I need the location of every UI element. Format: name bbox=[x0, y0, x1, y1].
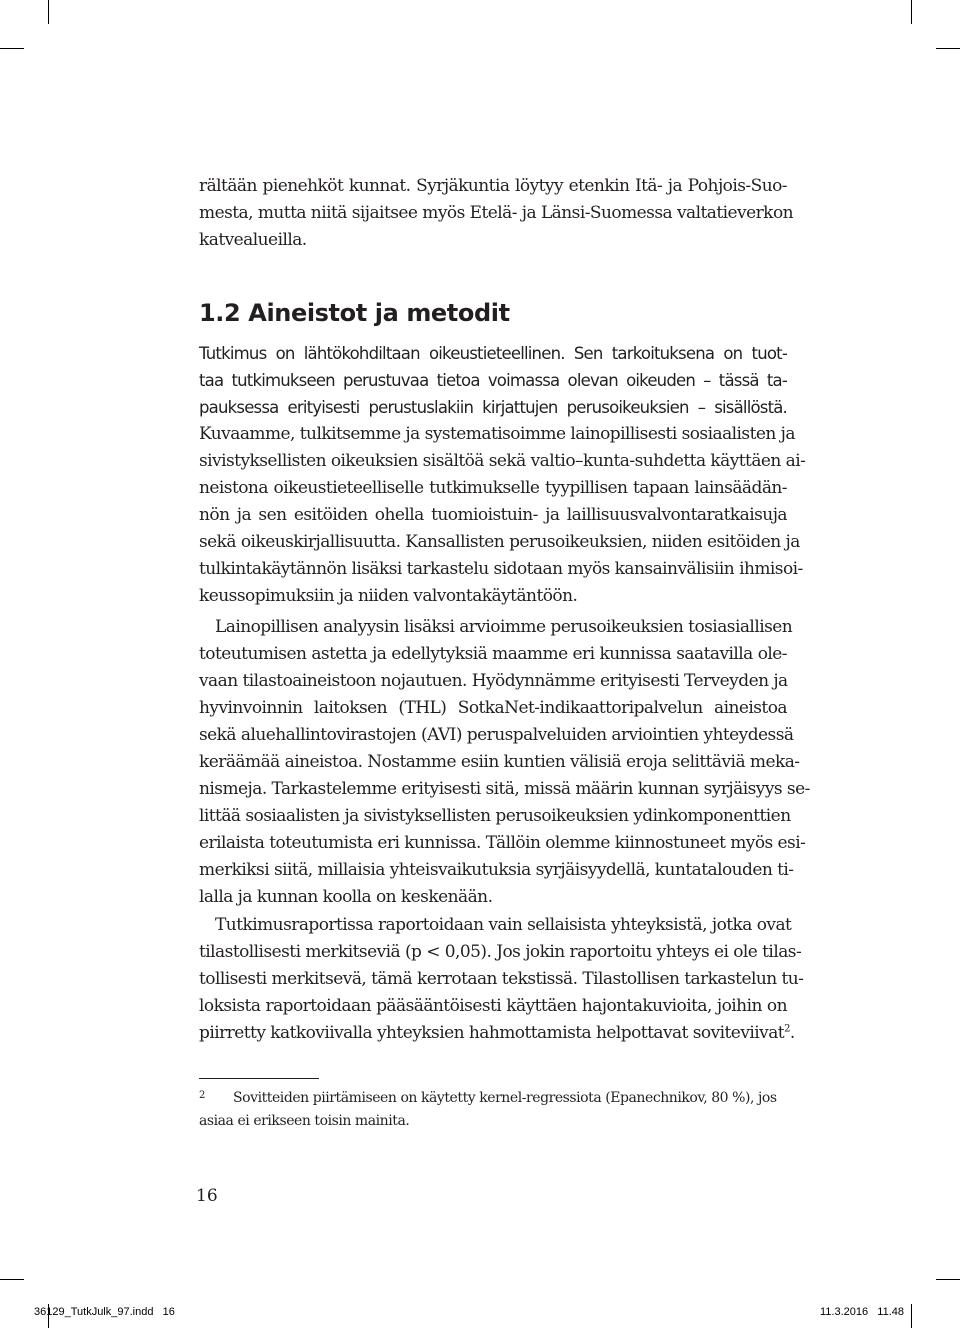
crop-mark-bottom-right bbox=[911, 1304, 912, 1328]
text-line: tulkintakäytännön lisäksi tarkastelu sidotaan myös kansainvälisiin ihmisoi- bbox=[199, 559, 803, 579]
text-line: keräämää aineistoa. Nostamme esiin kuntien välisiä eroja selittäviä meka- bbox=[199, 752, 800, 772]
text-line: pauksessa erityisesti perustuslakiin kirjattujen perusoikeuksien – sisällöstä. bbox=[199, 398, 787, 417]
text-line: tollisesti merkitsevä, tämä kerrotaan tekstissä. Tilastollisen tarkastelun tu- bbox=[199, 969, 804, 989]
footnote-line: Sovitteiden piirtämiseen on käytetty kernel-regressiota (Epanechnikov, 80 %), jos bbox=[233, 1090, 777, 1106]
crop-mark-top-right-h bbox=[936, 48, 960, 49]
text-line: rältään pienehköt kunnat. Syrjäkuntia löytyy etenkin Itä- ja Pohjois-Suo- bbox=[199, 176, 787, 196]
crop-mark-top-right bbox=[911, 0, 912, 24]
text-line: neistona oikeustieteelliselle tutkimukselle tyypillisen tapaan lainsäädän- bbox=[199, 478, 787, 498]
paragraph-continuation bbox=[199, 173, 794, 254]
text-line: nismeja. Tarkastelemme erityisesti sitä, missä määrin kunnan syrjäisyys se- bbox=[199, 779, 810, 799]
text-line: mesta, mutta niitä sijaitsee myös Etelä- ja Länsi-Suomessa valtatieverkon bbox=[199, 203, 794, 223]
text-line: hyvinvoinnin laitoksen (THL) SotkaNet-indikaattoripalvelun aineistoa bbox=[199, 698, 787, 718]
paragraph-methods bbox=[199, 340, 806, 610]
text-line: tilastollisesti merkitseviä (p < 0,05). Jos jokin raportoitu yhteys ei ole tilas- bbox=[199, 942, 802, 962]
footnote-line: asiaa ei erikseen toisin mainita. bbox=[199, 1113, 410, 1129]
text-line: katvealueilla. bbox=[199, 230, 307, 250]
crop-mark-bottom-left-h bbox=[0, 1279, 24, 1280]
footnote-text bbox=[199, 1087, 787, 1133]
section-heading: 1.2 Aineistot ja metodit bbox=[199, 299, 510, 327]
text-line: toteutumisen astetta ja edellytyksiä maamme eri kunnissa saatavilla ole- bbox=[199, 644, 787, 664]
text-line: Tutkimus on lähtökohdiltaan oikeustieteellinen. Sen tarkoituksena on tuot- bbox=[199, 344, 787, 363]
text-line: Tutkimusraportissa raportoidaan vain sellaisista yhteyksistä, jotka ovat bbox=[215, 915, 792, 935]
paragraph-reporting bbox=[199, 912, 804, 1047]
footnote-reference[interactable]: 2 bbox=[784, 1023, 790, 1035]
crop-mark-top-left-h bbox=[0, 48, 24, 49]
text-line: loksista raportoidaan pääsääntöisesti käyttäen hajontakuvioita, joihin on bbox=[199, 996, 787, 1016]
slug-datetime: 11.3.2016 11.48 bbox=[820, 1306, 904, 1318]
text-line: vaan tilastoaineistoon nojautuen. Hyödynnämme erityisesti Terveyden ja bbox=[199, 671, 788, 691]
text-line: erilaista toteutumista eri kunnissa. Tällöin olemme kiinnostuneet myös esi- bbox=[199, 833, 806, 853]
slug-filename: 36129_TutkJulk_97.indd 16 bbox=[34, 1306, 175, 1318]
crop-mark-bottom-right-h bbox=[936, 1279, 960, 1280]
page-number: 16 bbox=[196, 1186, 218, 1206]
sentence-end: . bbox=[789, 1023, 795, 1043]
text-line: sekä aluehallintovirastojen (AVI) peruspalveluiden arviointien yhteydessä bbox=[199, 725, 794, 745]
text-line: taa tutkimukseen perustuvaa tietoa voimassa olevan oikeuden – tässä ta- bbox=[199, 371, 787, 390]
text-line: keussopimuksiin ja niiden valvontakäytäntöön. bbox=[199, 586, 578, 606]
text-segment: piirretty katkoviivalla yhteyksien hahmottamista helpottavat soviteviivat bbox=[199, 1023, 785, 1043]
text-line: lalla ja kunnan koolla on keskenään. bbox=[199, 887, 493, 907]
footnote-divider bbox=[199, 1078, 319, 1079]
footnote-number: 2 bbox=[199, 1090, 206, 1101]
text-line: merkiksi siitä, millaisia yhteisvaikutuksia syrjäisyydellä, kuntatalouden ti- bbox=[199, 860, 794, 880]
text-line: sivistyksellisten oikeuksien sisältöä sekä valtio–kunta-suhdetta käyttäen ai- bbox=[199, 451, 806, 471]
text-line: littää sosiaalisten ja sivistyksellisten perusoikeuksien ydinkomponenttien bbox=[199, 806, 791, 826]
text-line-with-footnote bbox=[199, 1020, 795, 1047]
crop-mark-top-left bbox=[48, 0, 49, 24]
text-line: sekä oikeuskirjallisuutta. Kansallisten perusoikeuksien, niiden esitöiden ja bbox=[199, 532, 800, 552]
text-line: nön ja sen esitöiden ohella tuomioistuin- ja laillisuusvalvontaratkaisuja bbox=[199, 505, 787, 525]
text-line: Lainopillisen analyysin lisäksi arvioimme perusoikeuksien tosiasiallisen bbox=[215, 617, 793, 637]
paragraph-analysis bbox=[199, 614, 810, 911]
text-line: Kuvaamme, tulkitsemme ja systematisoimme lainopillisesti sosiaalisten ja bbox=[199, 424, 795, 444]
